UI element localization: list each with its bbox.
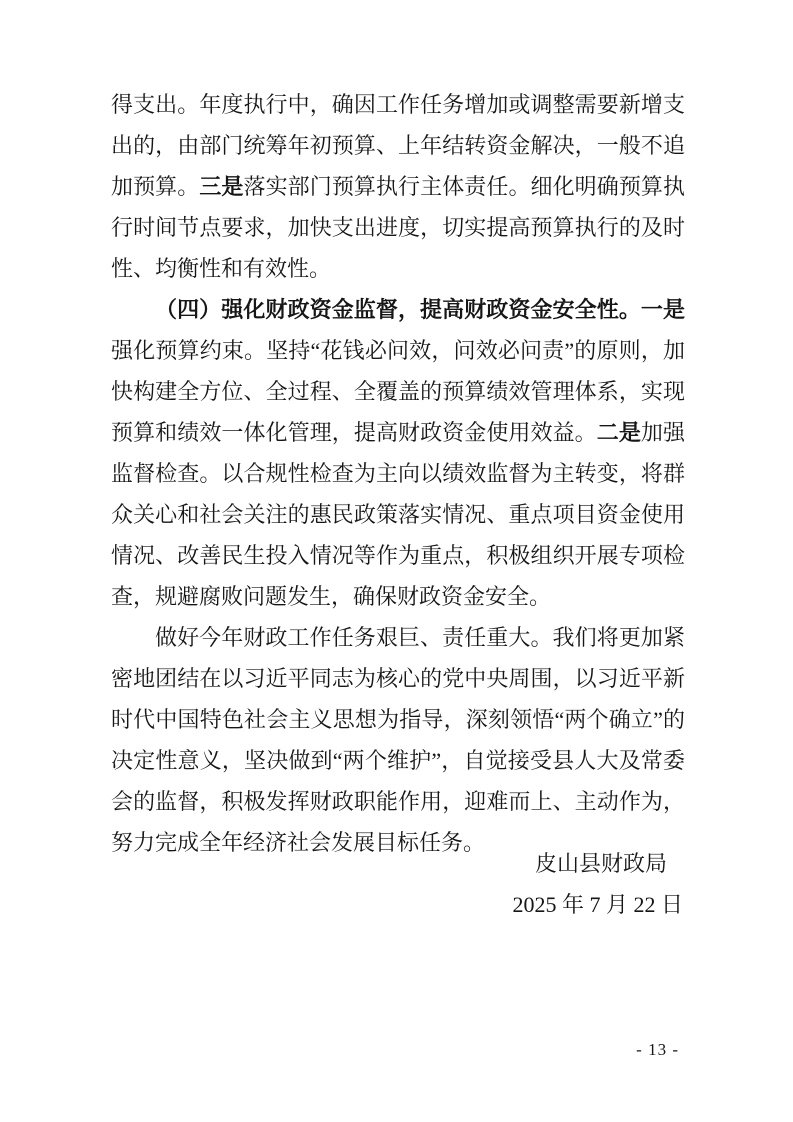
text-run: 强化预算约束。坚持“花钱必问效，问效必问责”的原则，加快构建全方位、全过程、全覆盖的预算绩效管理体系，实现预算和绩效一体化管理，提高财政资金使用效益。 — [111, 338, 685, 445]
paragraph — [111, 617, 685, 863]
page-number: - 13 - — [636, 1040, 679, 1059]
text-run: 做好今年财政工作任务艰巨、责任重大。我们将更加紧密地团结在以习近平同志为核心的党中央周围，以习近平新时代中国特色社会主义思想为指导，深刻领悟“两个确立”的决定性意义，坚决做到“两个维护”，自觉接受县人大及常委会的监督，积极发挥财政职能作用，迎难而上、主动作为，努力完成全年经济社会发展目标任务。 — [111, 625, 685, 855]
paragraph — [111, 289, 685, 617]
signature-organization: 皮山县财政局 — [534, 851, 667, 876]
text-run: 加强监督检查。以合规性检查为主向以绩效监督为主转变，将群众关心和社会关注的惠民政策落实情况、重点项目资金使用情况、改善民生投入情况等作为重点，积极组织开展专项检查，规避腐败问题发生，确保财政资金安全。 — [111, 420, 685, 609]
bold-text-run: 三是 — [199, 174, 244, 199]
bold-text-run: （四）强化财政资金监督，提高财政资金安全性。一是 — [155, 297, 685, 322]
paragraph — [111, 84, 685, 289]
document-body — [111, 84, 685, 863]
text-run: 得支出。年度执行中，确因工作任务增加或调整需要新增支出的，由部门统筹年初预算、上年结转资金解决，一般不追加预算。 — [111, 92, 685, 199]
signature-block — [111, 843, 685, 925]
text-run: 落实部门预算执行主体责任。细化明确预算执行时间节点要求，加快支出进度，切实提高预算执行的及时性、均衡性和有效性。 — [111, 174, 685, 281]
bold-text-run: 二是 — [596, 420, 641, 445]
paragraphs-container — [111, 84, 685, 863]
signature-date: 2025 年 7 月 22 日 — [512, 892, 683, 917]
